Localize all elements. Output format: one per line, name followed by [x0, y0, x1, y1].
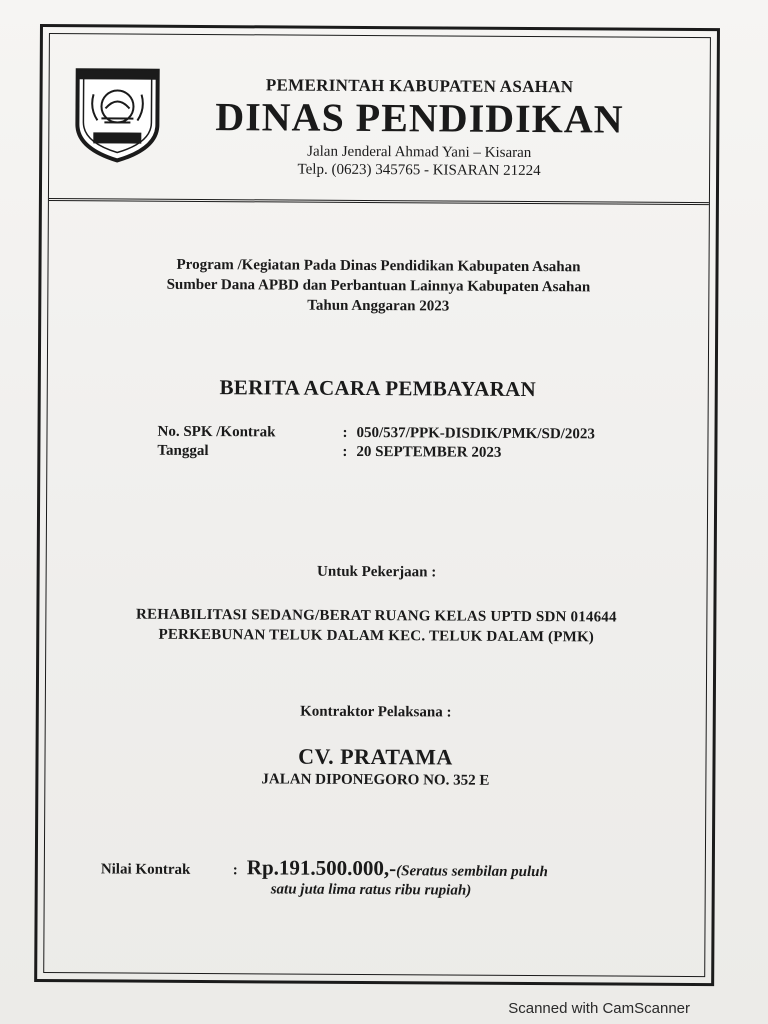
contractor-address: JALAN DIPONEGORO NO. 352 E — [261, 771, 490, 789]
document-title: BERITA ACARA PEMBAYARAN — [219, 375, 537, 402]
contract-meta — [157, 423, 595, 464]
work-line: REHABILITASI SEDANG/BERAT RUANG KELAS UPTD SDN 014644 — [135, 606, 617, 626]
contract-amount-words-cont: satu juta lima ratus ribu rupiah) — [270, 881, 472, 899]
contract-value — [100, 854, 548, 899]
spk-label: No. SPK /Kontrak — [157, 423, 276, 441]
program-description — [48, 254, 708, 318]
contractor-name: CV. PRATAMA — [298, 743, 453, 770]
work-line: PERKEBUNAN TELUK DALAM KEC. TELUK DALAM (PMK) — [158, 626, 595, 646]
program-line: Tahun Anggaran 2023 — [307, 297, 450, 315]
spk-colon: : — [342, 424, 348, 441]
contract-amount: Rp.191.500.000,- — [246, 855, 397, 881]
scanner-watermark: Scanned with CamScanner — [508, 1000, 690, 1017]
date-value: 20 SEPTEMBER 2023 — [356, 443, 502, 461]
date-colon: : — [342, 443, 348, 460]
asahan-regency-emblem-icon — [71, 64, 164, 165]
contract-amount-words: (Seratus sembilan puluh — [396, 863, 548, 881]
agency-name: DINAS PENDIDIKAN — [215, 94, 624, 142]
work-heading: Untuk Pekerjaan : — [317, 563, 437, 581]
date-label: Tanggal — [157, 442, 209, 460]
program-line: Program /Kegiatan Pada Dinas Pendidikan Kabupaten Asahan — [176, 256, 581, 276]
contractor-heading: Kontraktor Pelaksana : — [300, 703, 452, 721]
spk-value: 050/537/PPK-DISDIK/PMK/SD/2023 — [356, 424, 595, 443]
government-name: PEMERINTAH KABUPATEN ASAHAN — [265, 75, 574, 97]
document-border — [34, 24, 720, 986]
program-line: Sumber Dana APBD dan Perbantuan Lainnya Kabupaten Asahan — [166, 276, 591, 296]
letterhead — [49, 34, 710, 205]
document-inner-border — [43, 33, 711, 977]
contract-value-colon: : — [232, 862, 238, 879]
work-description — [46, 604, 706, 648]
agency-address: Jalan Jenderal Ahmad Yani – Kisaran — [307, 143, 532, 162]
contract-value-label: Nilai Kontrak — [100, 861, 191, 878]
date-row — [157, 442, 594, 464]
agency-phone: Telp. (0623) 345765 - KISARAN 21224 — [297, 161, 541, 180]
